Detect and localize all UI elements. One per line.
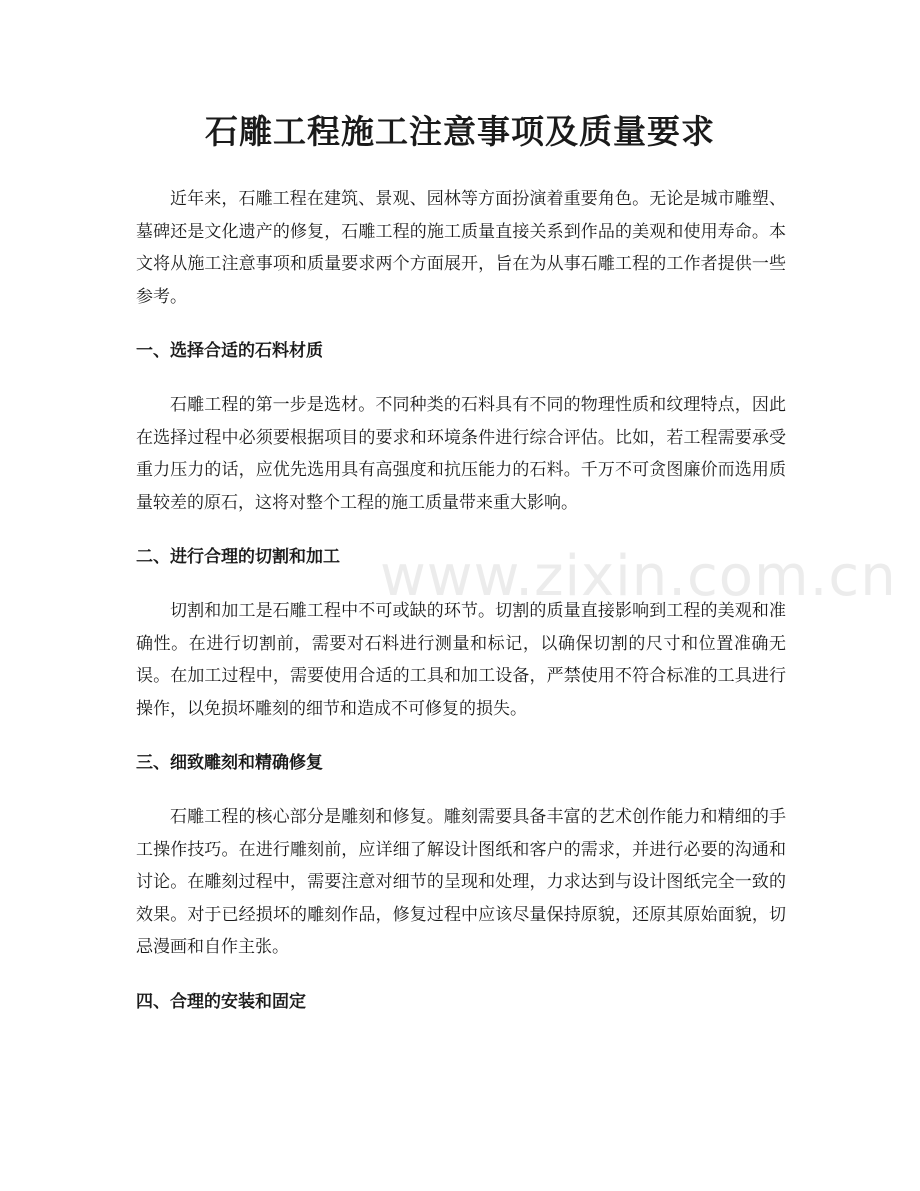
document-title: 石雕工程施工注意事项及质量要求 bbox=[205, 112, 715, 151]
section-heading-3: 三、细致雕刻和精确修复 bbox=[136, 753, 323, 773]
section-body-3: 石雕工程的核心部分是雕刻和修复。雕刻需要具备丰富的艺术创作能力和精细的手工操作技巧。在进行雕刻前，应详细了解设计图纸和客户的需求，并进行必要的沟通和讨论。在雕刻过程中，需要注意对细节的呈现和处理，力求达到与设计图纸完全一致的效果。对于已经损坏的雕刻作品，修复过程中应该尽量保持原貌，还原其原始面貌，切忌漫画和自作主张。 bbox=[136, 807, 786, 957]
section-heading-4: 四、合理的安装和固定 bbox=[136, 991, 306, 1012]
document-body bbox=[136, 183, 786, 1018]
section-heading-1: 一、选择合适的石料材质 bbox=[136, 341, 323, 361]
section-heading-2: 二、进行合理的切割和加工 bbox=[136, 547, 340, 567]
watermark-text: www.zixin.com.cn bbox=[380, 544, 897, 609]
section-body-1: 石雕工程的第一步是选材。不同种类的石料具有不同的物理性质和纹理特点，因此在选择过程中必须要根据项目的要求和环境条件进行综合评估。比如，若工程需要承受重力压力的话，应优先选用具有高强度和抗压能力的石料。千万不可贪图廉价而选用质量较差的原石，这将对整个工程的施工质量带来重大影响。 bbox=[136, 395, 786, 513]
section-body-2: 切割和加工是石雕工程中不可或缺的环节。切割的质量直接影响到工程的美观和准确性。在进行切割前，需要对石料进行测量和标记，以确保切割的尺寸和位置准确无误。在加工过程中，需要使用合适的工具和加工设备，严禁使用不符合标准的工具进行操作，以免损坏雕刻的细节和造成不可修复的损失。 bbox=[136, 601, 786, 719]
intro-paragraph: 近年来，石雕工程在建筑、景观、园林等方面扮演着重要角色。无论是城市雕塑、墓碑还是文化遗产的修复，石雕工程的施工质量直接关系到作品的美观和使用寿命。本文将从施工注意事项和质量要求两个方面展开，旨在为从事石雕工程的工作者提供一些参考。 bbox=[136, 189, 786, 307]
